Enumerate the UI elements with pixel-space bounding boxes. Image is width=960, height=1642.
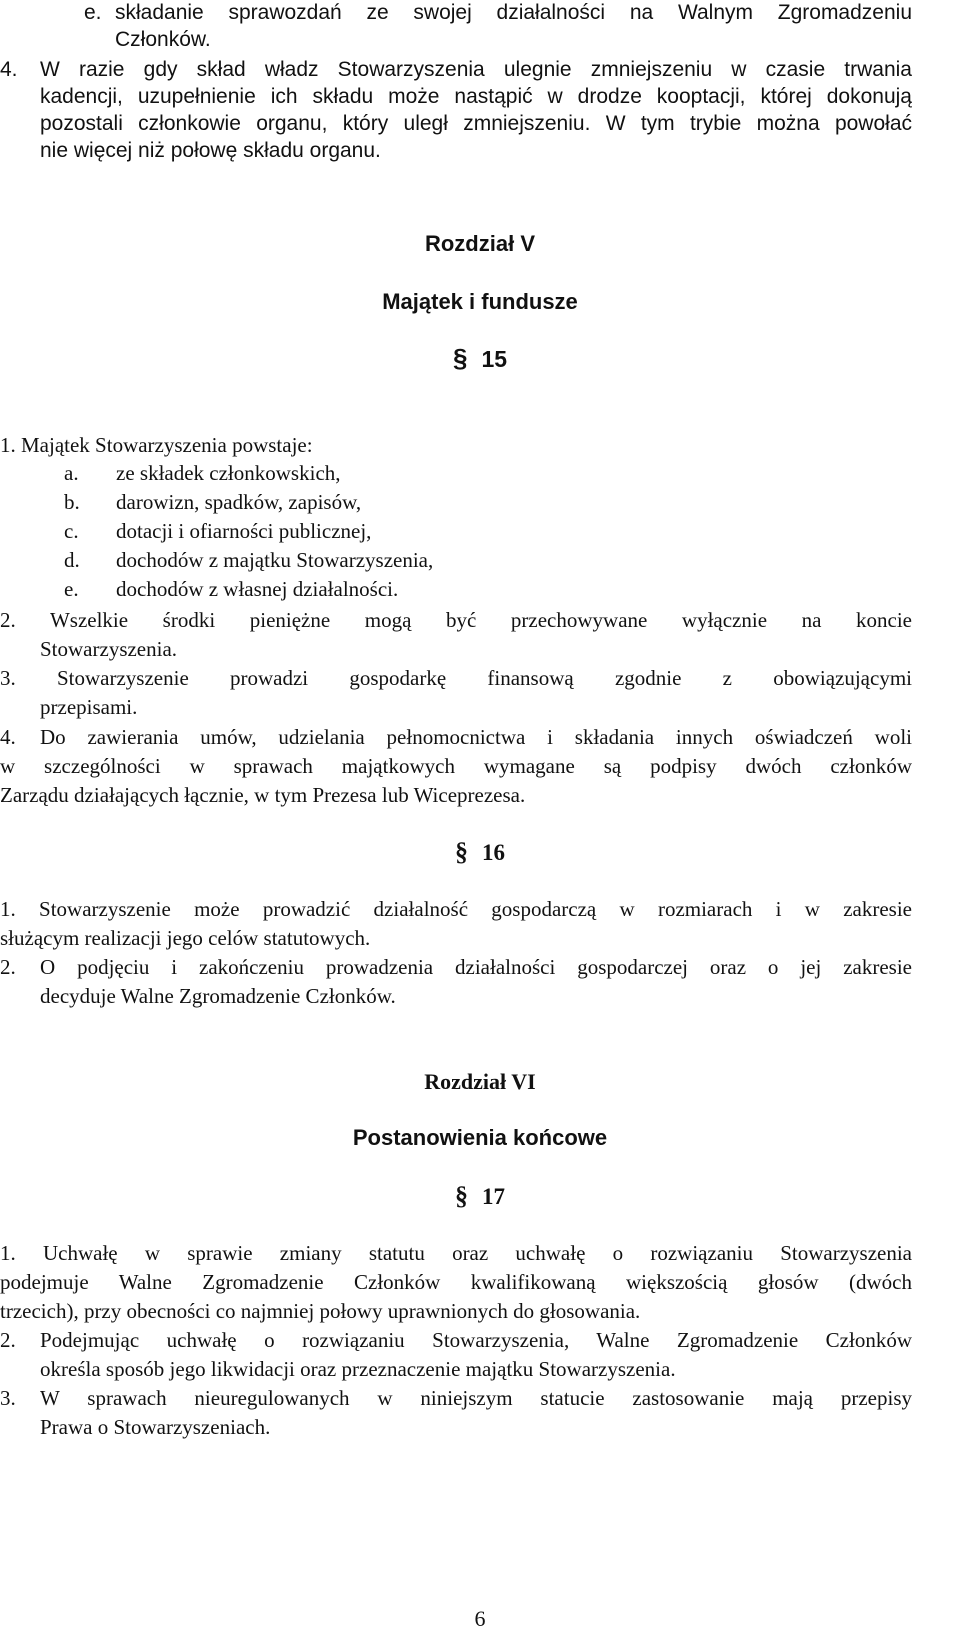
section-number-value: 17 — [482, 1184, 505, 1209]
paragraph-line: służącym realizacji jego celów statutowych. — [0, 926, 371, 950]
paragraph-line: podejmuje Walne Zgromadzenie Członków kwalifikowaną większością głosów (dwóch — [0, 1270, 912, 1294]
paragraph-line: 3. Stowarzyszenie prowadzi gospodarkę finansową zgodnie z obowiązującymi — [0, 666, 912, 690]
paragraph-line: 1. Stowarzyszenie może prowadzić działalność gospodarczą w rozmiarach i w zakresie — [0, 897, 912, 921]
paragraph-line: 2. Wszelkie środki pieniężne mogą być przechowywane wyłącznie na koncie — [0, 608, 912, 632]
paragraph-line: pozostali członkowie organu, który uległ zmniejszeniu. W tym trybie można powołać — [40, 112, 912, 135]
chapter-title: Rozdział VI — [424, 1069, 536, 1094]
section-sign: § — [452, 343, 468, 373]
section-number-value: 15 — [481, 346, 508, 372]
list-marker: 2. — [0, 1328, 16, 1352]
list-item: dochodów z majątku Stowarzyszenia, — [116, 548, 434, 572]
list-marker: e. — [84, 1, 102, 24]
paragraph-line: określa sposób jego likwidacji oraz przeznaczenie majątku Stowarzyszenia. — [40, 1357, 676, 1381]
paragraph-line: Stowarzyszenia. — [40, 637, 178, 661]
section-number-value: 16 — [482, 840, 505, 865]
paragraph-line: w szczególności w sprawach majątkowych wymagane są podpisy dwóch członków — [0, 754, 912, 778]
paragraph-line: nie więcej niż połowę składu organu. — [40, 139, 381, 162]
paragraph-line: W razie gdy skład władz Stowarzyszenia ulegnie zmniejszeniu w czasie trwania — [40, 58, 912, 81]
list-item: darowizn, spadków, zapisów, — [116, 490, 362, 514]
list-marker: 2. — [0, 955, 16, 979]
paragraph-line: W sprawach nieuregulowanych w niniejszym statucie zastosowanie mają przepisy — [40, 1386, 912, 1410]
list-item: dochodów z własnej działalności. — [116, 577, 399, 601]
list-marker: 4. — [0, 58, 18, 81]
chapter-subtitle: Postanowienia końcowe — [352, 1125, 608, 1150]
page-number: 6 — [474, 1606, 486, 1631]
paragraph-line: składanie sprawozdań ze swojej działalności na Walnym Zgromadzeniu — [115, 1, 912, 24]
paragraph-line: kadencji, uzupełnienie ich składu może nastąpić w drodze kooptacji, której dokonują — [40, 85, 912, 108]
paragraph-line: trzecich), przy obecności co najmniej połowy uprawnionych do głosowania. — [0, 1299, 641, 1323]
paragraph-line: 1. Uchwałę w sprawie zmiany statutu oraz uchwałę o rozwiązaniu Stowarzyszenia — [0, 1241, 912, 1265]
paragraph-line: Podejmując uchwałę o rozwiązaniu Stowarzyszenia, Walne Zgromadzenie Członków — [40, 1328, 912, 1352]
paragraph-line: O podjęciu i zakończeniu prowadzenia działalności gospodarczej oraz o jej zakresie — [40, 955, 912, 979]
list-item: 1. Majątek Stowarzyszenia powstaje: — [0, 433, 313, 457]
paragraph-line: przepisami. — [40, 695, 138, 719]
section-sign: § — [455, 837, 468, 866]
paragraph-line: Prawa o Stowarzyszeniach. — [40, 1415, 271, 1439]
list-item: ze składek członkowskich, — [116, 461, 341, 485]
list-item: dotacji i ofiarności publicznej, — [116, 519, 372, 543]
paragraph-line: Do zawierania umów, udzielania pełnomocnictwa i składania innych oświadczeń woli — [40, 725, 912, 749]
section-number — [0, 838, 960, 867]
chapter-subtitle: Majątek i fundusze — [382, 289, 578, 314]
chapter-title: Rozdział V — [424, 231, 535, 256]
paragraph-line: Członków. — [115, 28, 211, 51]
section-sign: § — [455, 1181, 468, 1210]
list-marker: e. — [64, 577, 79, 601]
paragraph-line: Zarządu działających łącznie, w tym Prezesa lub Wiceprezesa. — [0, 783, 526, 807]
list-marker: a. — [64, 461, 79, 485]
section-number — [0, 344, 960, 373]
list-marker: b. — [64, 490, 80, 514]
list-marker: 4. — [0, 725, 16, 749]
list-marker: d. — [64, 548, 80, 572]
list-marker: 3. — [0, 1386, 16, 1410]
section-number — [0, 1182, 960, 1211]
list-marker: c. — [64, 519, 79, 543]
paragraph-line: decyduje Walne Zgromadzenie Członków. — [40, 984, 396, 1008]
